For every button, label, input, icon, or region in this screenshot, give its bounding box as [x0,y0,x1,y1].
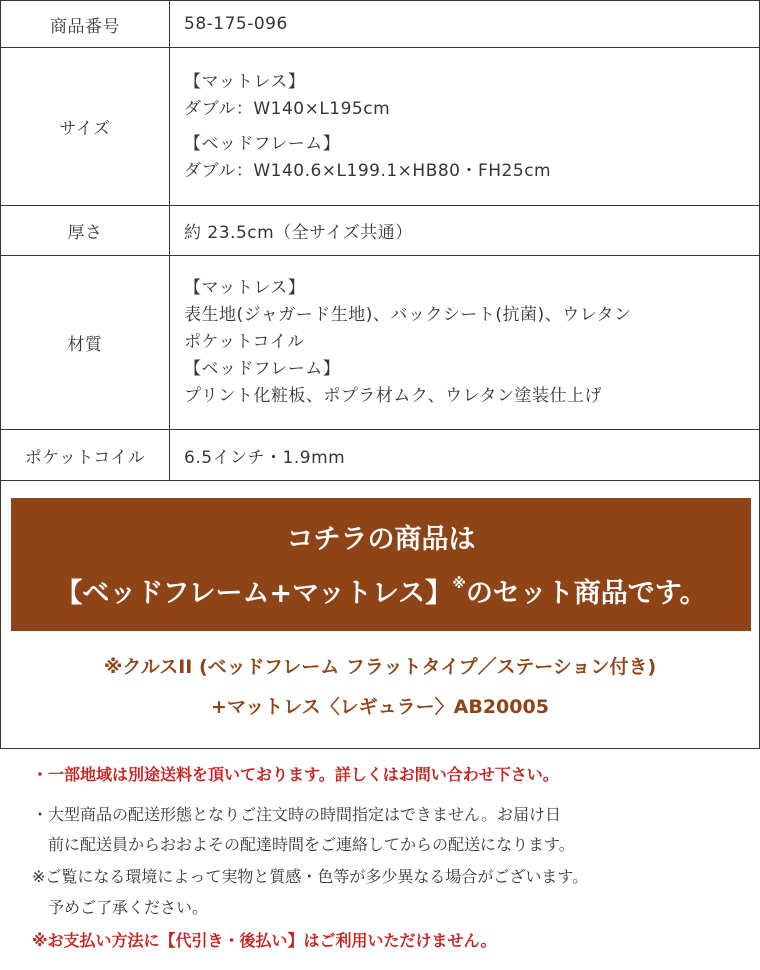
spec-row-product-no [1,1,760,48]
spec-value [170,48,760,206]
material-frame-head: 【ベッドフレーム】 [184,359,341,379]
size-mattress-value: ダブル：W140×L195cm [184,98,391,119]
size-frame-head: 【ベッドフレーム】 [184,133,341,154]
spec-row-pocket-coil [1,430,760,481]
material-frame-value: プリント化粧板、ポプラ材ムク、ウレタン塗装仕上げ [184,386,602,406]
spec-value: 6.5インチ・1.9mm [170,430,760,481]
spec-row-size [1,48,760,206]
note-delivery-time-cont: 前に配送員からおおよその配達時間をご連絡してからの配送になります。 [32,835,575,854]
set-product-line-2: +マットレス〈レギュラー〉AB20005 [211,696,549,718]
size-frame-value: ダブル：W140.6×L199.1×HB80・FH25cm [184,160,552,181]
size-mattress-head: 【マットレス】 [184,71,306,92]
spec-row-material [1,256,760,430]
note-delivery-time: ・大型商品の配送形態となりご注文時の時間指定はできません。お届け日 [32,805,561,824]
note-shipping-fee: ・一部地域は別途送料を頂いております。詳しくはお問い合わせ下さい。 [32,765,559,784]
material-mattress-line: ポケットコイル [184,332,305,352]
set-product-line-1: ※クルスII (ベッドフレーム フラットタイプ／ステーション付き) [103,656,657,678]
material-mattress-head: 【マットレス】 [184,278,306,298]
spec-value: 約 23.5cm（全サイズ共通） [170,206,760,256]
banner-line-1: コチラの商品は [286,524,476,555]
spec-label: 厚さ [1,206,170,256]
spec-table [0,0,760,481]
set-notice-banner [11,498,751,631]
banner-line-2 [11,577,751,615]
banner-tail-text: のセット商品です。 [465,578,707,609]
note-appearance-cont: 予めご了承ください。 [32,898,209,917]
spec-value [170,256,760,430]
note-appearance: ※ご覧になる環境によって実物と質感・色等が多少異なる場合がございます。 [32,867,589,886]
spec-label: 商品番号 [1,1,170,48]
set-notice-box [0,480,760,749]
spec-label: 材質 [1,256,170,430]
spec-label: サイズ [1,48,170,206]
spec-value: 58-175-096 [170,1,760,48]
banner-bracket-text: 【ベッドフレーム+マットレス】 [55,578,453,609]
spec-row-thickness [1,206,760,256]
note-payment: ※お支払い方法に【代引き・後払い】はご利用いただけません。 [32,931,497,950]
spec-label: ポケットコイル [1,430,170,481]
reference-mark: ※ [452,576,466,592]
material-mattress-line: 表生地(ジャガード生地)、バックシート(抗菌)、ウレタン [184,305,632,325]
